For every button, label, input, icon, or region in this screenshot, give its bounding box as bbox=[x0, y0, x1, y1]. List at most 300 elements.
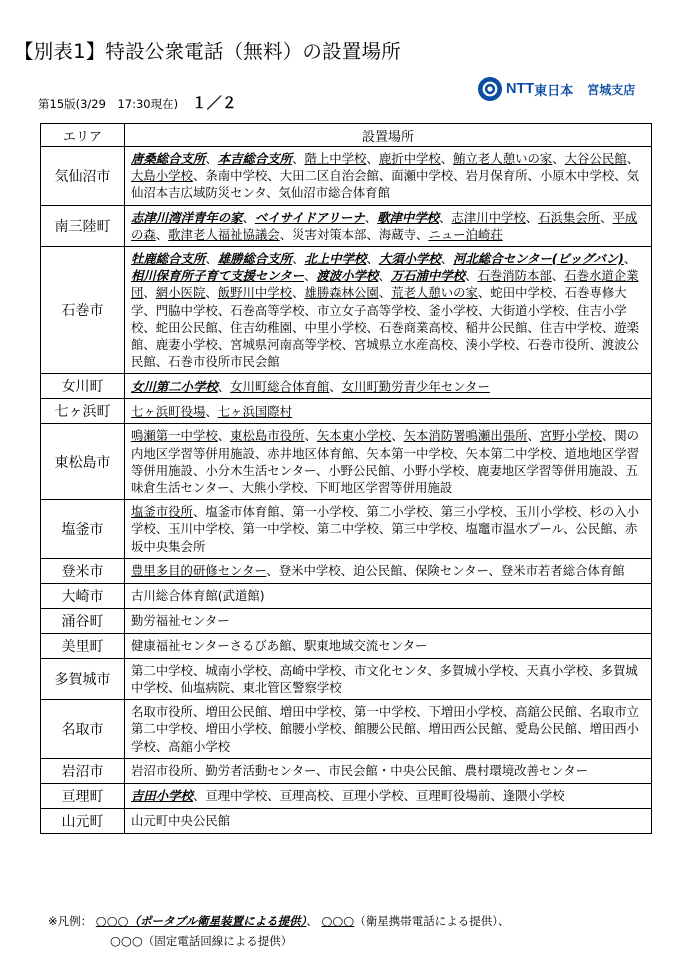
site-separator: 、 bbox=[453, 319, 466, 335]
places-cell bbox=[125, 608, 652, 633]
site-name: ベイサイドアリーナ bbox=[254, 209, 365, 225]
site-separator: 、 bbox=[527, 168, 540, 184]
site-separator: 、 bbox=[291, 638, 304, 654]
site-name: 大田二区自治会館 bbox=[279, 168, 379, 184]
table-body bbox=[41, 147, 652, 834]
logo-branch: 宮城支店 bbox=[587, 82, 636, 97]
site-name: 平成の森 bbox=[131, 209, 638, 242]
site-name: 本吉総合支所 bbox=[217, 151, 293, 166]
site-name: 宮城県立水産高校 bbox=[354, 337, 454, 353]
site-name: 大熊小学校 bbox=[241, 480, 304, 496]
page-title: 【別表1】特設公衆電話（無料）の設置場所 bbox=[14, 40, 401, 63]
site-separator: 、 bbox=[229, 480, 242, 496]
site-separator: 、 bbox=[192, 721, 206, 737]
site-name: 館腰公民館 bbox=[354, 721, 416, 737]
logo-brand: NTT bbox=[506, 81, 535, 97]
area-cell: 気仙沼市 bbox=[41, 147, 125, 206]
site-separator: 、 bbox=[266, 185, 279, 201]
table-row bbox=[41, 374, 652, 399]
site-separator: 、 bbox=[415, 302, 429, 318]
site-name: 階上中学校 bbox=[304, 151, 367, 166]
site-name: 遊楽館 bbox=[131, 319, 640, 353]
site-name: 小野小学校 bbox=[402, 462, 465, 478]
site-separator: 、 bbox=[340, 563, 354, 579]
site-name: 雄勝森林公園 bbox=[304, 285, 379, 301]
places-cell bbox=[125, 700, 652, 759]
places-cell bbox=[125, 658, 652, 699]
site-name: 塩竈市温水プール bbox=[465, 521, 564, 537]
site-separator: 、 bbox=[577, 721, 590, 737]
site-name: 住吉幼稚園 bbox=[230, 319, 293, 335]
site-name: 名取市役所 bbox=[131, 704, 193, 720]
site-separator: 、 bbox=[242, 209, 255, 225]
places-cell bbox=[125, 783, 652, 808]
site-name: 城南小学校 bbox=[205, 662, 268, 678]
site-name: 石巻市役所 bbox=[527, 337, 590, 353]
site-separator: 、 bbox=[402, 563, 415, 579]
site-name: 蛇田中学校 bbox=[490, 285, 553, 301]
site-name: 道地地区学習等併用施設 bbox=[131, 445, 640, 478]
site-separator: 、 bbox=[217, 428, 231, 444]
site-name: 登米中学校 bbox=[278, 563, 341, 579]
site-name: 気仙沼本吉広域防災センタ bbox=[131, 168, 640, 201]
ntt-logo bbox=[478, 75, 635, 103]
site-name: 稲井公民館 bbox=[465, 319, 528, 335]
site-name: 五味倉生活センター bbox=[131, 462, 639, 496]
site-name: 高舘小学校 bbox=[168, 738, 231, 754]
places-cell bbox=[125, 424, 652, 500]
area-cell: 名取市 bbox=[41, 700, 125, 759]
site-separator: 、 bbox=[341, 721, 355, 737]
site-name: 小分木生活センター bbox=[205, 462, 316, 478]
site-name: 鳴瀬第一中学校 bbox=[131, 428, 218, 444]
site-name: 関の内地区学習等併用施設 bbox=[131, 428, 640, 461]
site-separator: 、 bbox=[192, 704, 206, 720]
site-separator: 、 bbox=[477, 302, 491, 318]
site-name: 飯野川中学校 bbox=[217, 285, 293, 301]
legend-portable bbox=[96, 914, 307, 928]
site-separator: 、 bbox=[205, 285, 218, 301]
site-separator: 、 bbox=[563, 521, 576, 537]
places-cell bbox=[125, 633, 652, 658]
site-name: 湊小学校 bbox=[465, 337, 516, 353]
places-cell bbox=[125, 205, 652, 246]
site-name: 塩釜市体育館 bbox=[205, 504, 280, 520]
site-name: 雄勝総合支所 bbox=[217, 251, 293, 267]
site-separator: 、 bbox=[502, 704, 516, 720]
site-name: 迫公民館 bbox=[353, 563, 403, 579]
site-name: 農村環境改善センター bbox=[464, 763, 588, 779]
site-separator: 、 bbox=[453, 168, 466, 184]
legend-fixed-text: （固定電話回線による提供） bbox=[142, 934, 293, 948]
site-name: 吉田小学校 bbox=[131, 788, 193, 804]
site-name: 中里小学校 bbox=[304, 319, 367, 335]
site-name: 石浜集会所 bbox=[538, 209, 601, 225]
version-info bbox=[38, 92, 237, 113]
table-row bbox=[41, 658, 652, 699]
site-separator: 、 bbox=[552, 445, 565, 461]
site-separator: 、 bbox=[292, 319, 305, 335]
site-separator: 、 bbox=[440, 151, 454, 166]
site-name: 第二小学校 bbox=[366, 504, 429, 520]
site-separator: 、 bbox=[267, 721, 280, 737]
legend-mark: ○○○ bbox=[95, 913, 129, 928]
site-separator: 、 bbox=[341, 337, 355, 353]
site-name: 第二中学校 bbox=[131, 662, 193, 678]
site-name: 下町地区学習等併用施設 bbox=[315, 480, 453, 496]
site-name: 天真小学校 bbox=[526, 662, 589, 678]
site-separator: 、 bbox=[155, 354, 169, 370]
site-name: 多賀城中学校 bbox=[131, 662, 638, 696]
site-separator: 、 bbox=[364, 209, 378, 225]
site-name: 志津川中学校 bbox=[451, 209, 526, 225]
site-separator: 、 bbox=[143, 285, 156, 301]
site-separator: 、 bbox=[490, 788, 503, 804]
site-separator: 、 bbox=[267, 662, 280, 678]
site-name: 亘理町役場前 bbox=[415, 788, 491, 804]
site-name: 矢本東小学校 bbox=[316, 428, 392, 444]
site-name: 勤労福祉センター bbox=[131, 613, 230, 629]
version-label: 第15版(3/29 17:30現在) bbox=[38, 97, 179, 111]
site-separator: 、 bbox=[304, 302, 317, 318]
site-name: 女川町総合体育館 bbox=[230, 378, 330, 394]
site-name: 玉川小学校 bbox=[515, 504, 578, 520]
site-separator: 、 bbox=[230, 680, 243, 696]
site-separator: 、 bbox=[589, 337, 602, 353]
site-separator: 、 bbox=[378, 521, 392, 537]
site-separator: 、 bbox=[613, 462, 626, 478]
legend-row bbox=[48, 931, 509, 951]
table-row bbox=[41, 424, 652, 500]
site-name: 第一小学校 bbox=[292, 504, 355, 520]
site-separator: 、 bbox=[292, 151, 305, 166]
site-name: 牡鹿総合支所 bbox=[131, 251, 206, 267]
site-separator: 、 bbox=[304, 521, 317, 537]
site-separator: 、 bbox=[588, 662, 601, 678]
site-name: 宮城県河南高等学校 bbox=[230, 337, 342, 353]
site-name: 勤労者活動センター bbox=[205, 763, 316, 779]
area-cell: 涌谷町 bbox=[41, 608, 125, 633]
site-separator: 、 bbox=[329, 788, 342, 804]
site-separator: 、 bbox=[564, 302, 578, 318]
site-separator: 、 bbox=[453, 521, 466, 537]
site-name: 歌津中学校 bbox=[377, 209, 440, 225]
site-separator: 、 bbox=[488, 563, 501, 579]
site-name: 増田小学校 bbox=[205, 721, 268, 737]
site-name: 登米市若者総合体育館 bbox=[500, 563, 625, 579]
places-cell bbox=[125, 500, 652, 559]
header-area: エリア bbox=[41, 124, 125, 147]
area-cell: 南三陸町 bbox=[41, 205, 125, 246]
site-name: 大街道小学校 bbox=[490, 302, 565, 318]
table-row bbox=[41, 633, 652, 658]
header-places: 設置場所 bbox=[125, 124, 652, 147]
site-name: 矢本第二中学校 bbox=[465, 445, 553, 461]
site-separator: 、 bbox=[477, 285, 491, 301]
table-row bbox=[41, 808, 652, 833]
site-name: 七ヶ浜町役場 bbox=[131, 403, 206, 419]
site-name: 第一中学校 bbox=[354, 704, 416, 720]
site-name: 女川町勤労青少年センター bbox=[341, 378, 490, 394]
site-separator: 、 bbox=[465, 268, 478, 284]
site-separator: 、 bbox=[143, 319, 156, 335]
site-separator: 、 bbox=[205, 151, 218, 166]
site-name: 七ヶ浜国際村 bbox=[217, 403, 293, 419]
site-separator: 、 bbox=[552, 151, 565, 166]
site-separator: 、 bbox=[513, 662, 527, 678]
site-name: 石巻市役所市民会館 bbox=[168, 354, 280, 370]
site-separator: 、 bbox=[378, 168, 392, 184]
site-name: 保険センター bbox=[415, 563, 489, 579]
site-separator: 、 bbox=[427, 662, 440, 678]
site-separator: 、 bbox=[304, 428, 317, 444]
site-separator: 、 bbox=[143, 337, 156, 353]
area-cell: 多賀城市 bbox=[41, 658, 125, 699]
site-separator: 、 bbox=[329, 378, 342, 394]
site-separator: 、 bbox=[143, 302, 156, 318]
site-name: 第三中学校 bbox=[391, 521, 454, 537]
site-separator: 、 bbox=[600, 209, 613, 225]
legend-fixed-mark: ○○○ bbox=[110, 933, 143, 948]
site-name: ニュー泊崎荘 bbox=[428, 226, 503, 242]
site-name: 岩月保育所 bbox=[465, 168, 528, 184]
site-separator: 、 bbox=[515, 337, 528, 353]
site-name: 愛島公民館 bbox=[515, 721, 578, 737]
site-name: 石巻高等学校 bbox=[230, 302, 305, 318]
site-separator: 、 bbox=[354, 445, 367, 461]
site-separator: 、 bbox=[378, 268, 391, 284]
site-name: 大須小学校 bbox=[378, 251, 441, 267]
site-separator: 、 bbox=[464, 462, 477, 478]
table-row bbox=[41, 247, 652, 374]
site-name: 名取市立第二中学校 bbox=[131, 704, 640, 737]
site-name: 健康福祉センターさるびあ館 bbox=[131, 638, 292, 654]
site-name: 山元町中央公民館 bbox=[131, 813, 231, 829]
site-name: 災害対策本部 bbox=[292, 226, 367, 242]
site-name: 鹿妻小学校 bbox=[155, 337, 218, 353]
site-name: 逢隈小学校 bbox=[502, 788, 565, 804]
area-cell: 石巻市 bbox=[41, 247, 125, 374]
area-cell: 七ヶ浜町 bbox=[41, 399, 125, 424]
site-separator: 、 bbox=[217, 319, 231, 335]
site-separator: 、 bbox=[366, 226, 379, 242]
site-name: 多賀城小学校 bbox=[439, 662, 514, 678]
site-separator: 、 bbox=[205, 251, 218, 267]
site-separator: 、 bbox=[217, 337, 231, 353]
site-separator: 、 bbox=[292, 251, 305, 267]
site-name: 女川第二小学校 bbox=[131, 378, 218, 394]
places-cell bbox=[125, 247, 652, 374]
site-separator: 、 bbox=[279, 504, 293, 520]
site-name: 豊里多目的研修センター bbox=[131, 563, 267, 579]
places-cell bbox=[125, 583, 652, 608]
legend-row: ※凡例： ○○○（ポータブル衛星装置による提供）、 ○○○（衛星携帯電話による提供）、 bbox=[48, 913, 510, 928]
site-separator: 、 bbox=[415, 721, 429, 737]
site-name: 万石浦中学校 bbox=[390, 268, 466, 284]
site-separator: 、 bbox=[428, 504, 441, 520]
site-separator: 、 bbox=[366, 319, 379, 335]
site-name: 住吉中学校 bbox=[539, 319, 602, 335]
site-separator: 、 bbox=[527, 428, 540, 444]
installation-table bbox=[40, 123, 652, 834]
site-separator: 、 bbox=[626, 151, 640, 166]
site-separator: 、 bbox=[303, 268, 317, 284]
site-separator: 、 bbox=[378, 285, 392, 301]
site-name: 歌津老人福祉協議会 bbox=[168, 226, 280, 242]
site-name: 亘理小学校 bbox=[341, 788, 404, 804]
site-name: 増田西小学校 bbox=[131, 721, 640, 754]
site-name: 渡波公民館 bbox=[131, 337, 640, 370]
site-name: 鹿折中学校 bbox=[378, 151, 441, 166]
site-name: 高舘公民館 bbox=[515, 704, 578, 720]
page-number: １／２ bbox=[191, 94, 237, 112]
site-separator: 、 bbox=[366, 151, 379, 166]
site-separator: 、 bbox=[217, 302, 231, 318]
site-separator: 、 bbox=[192, 504, 206, 520]
site-name: 増田公民館 bbox=[205, 704, 268, 720]
site-name: 宮野小学校 bbox=[539, 428, 602, 444]
table-row bbox=[41, 399, 652, 424]
site-separator: 、 bbox=[279, 226, 293, 242]
site-name: 気仙沼市総合体育館 bbox=[278, 185, 390, 201]
site-name: 河北総合センター(ビッグバン) bbox=[453, 251, 624, 267]
site-separator: 、 bbox=[155, 226, 169, 242]
places-cell bbox=[125, 399, 652, 424]
site-name: 矢本消防署鳴瀬出張所 bbox=[403, 428, 528, 444]
site-name: 小原木中学校 bbox=[539, 168, 615, 184]
area-cell: 塩釜市 bbox=[41, 500, 125, 559]
site-name: 市立女子高等学校 bbox=[316, 302, 416, 318]
site-separator: 、 bbox=[267, 168, 280, 184]
places-cell bbox=[125, 374, 652, 399]
site-separator: 、 bbox=[552, 285, 565, 301]
site-separator: 、 bbox=[192, 763, 206, 779]
site-separator: 、 bbox=[155, 521, 169, 537]
area-cell: 女川町 bbox=[41, 374, 125, 399]
site-separator: 、 bbox=[527, 319, 540, 335]
site-name: 下増田小学校 bbox=[428, 704, 503, 720]
site-separator: 、 bbox=[354, 504, 367, 520]
site-separator: 、 bbox=[601, 319, 615, 335]
site-separator: 、 bbox=[577, 704, 590, 720]
site-separator: 、 bbox=[267, 788, 280, 804]
site-name: 海蔵寺 bbox=[378, 226, 416, 242]
site-separator: 、 bbox=[366, 251, 379, 267]
site-name: 渡波小学校 bbox=[316, 268, 379, 284]
legend-portable-text: （ポータブル衛星装置による提供） bbox=[128, 914, 307, 928]
site-name: 大谷公民館 bbox=[564, 151, 627, 166]
site-name: 大島小学校 bbox=[131, 168, 193, 184]
table-row bbox=[41, 583, 652, 608]
table-row bbox=[41, 758, 652, 783]
site-name: 網小医院 bbox=[155, 285, 206, 301]
site-name: 相川保育所子育て支援センター bbox=[131, 268, 304, 284]
site-name: 仙塩病院 bbox=[180, 680, 231, 696]
site-name: 釜小学校 bbox=[428, 302, 478, 318]
site-name: 岩沼市役所 bbox=[131, 763, 193, 779]
places-cell bbox=[125, 808, 652, 833]
site-separator: 、 bbox=[168, 680, 181, 696]
site-separator: 、 bbox=[217, 378, 231, 394]
legend-prefix: ※凡例： bbox=[48, 914, 93, 928]
area-cell: 山元町 bbox=[41, 808, 125, 833]
site-separator: 、 bbox=[341, 662, 355, 678]
site-name: 駅東地域交流センター bbox=[303, 638, 428, 654]
table-header-row bbox=[41, 124, 652, 147]
table-row bbox=[41, 147, 652, 206]
site-separator: 、 bbox=[453, 337, 466, 353]
site-name: 増田中学校 bbox=[279, 704, 342, 720]
site-separator: 、 bbox=[205, 403, 218, 419]
site-name: 高崎中学校 bbox=[279, 662, 342, 678]
site-separator: 、 bbox=[192, 788, 206, 804]
site-name: 荒老人憩いの家 bbox=[391, 285, 478, 301]
site-name: 赤坂中央集会所 bbox=[131, 521, 638, 554]
places-cell bbox=[125, 558, 652, 583]
site-separator: 、 bbox=[391, 428, 404, 444]
site-separator: 、 bbox=[525, 209, 539, 225]
site-separator: 、 bbox=[254, 445, 268, 461]
site-separator: 、 bbox=[315, 763, 329, 779]
site-name: 古川総合体育館(武道館) bbox=[131, 588, 265, 604]
site-name: 門脇中学校 bbox=[155, 302, 218, 318]
places-cell bbox=[125, 758, 652, 783]
legend-sep: 、 bbox=[306, 914, 318, 928]
site-separator: 、 bbox=[502, 504, 516, 520]
site-name: 矢本第一中学校 bbox=[366, 445, 454, 461]
site-name: 第三小学校 bbox=[440, 504, 503, 520]
site-separator: 、 bbox=[341, 704, 355, 720]
site-name: 第一中学校 bbox=[242, 521, 305, 537]
site-name: 館腰小学校 bbox=[279, 721, 342, 737]
area-cell: 登米市 bbox=[41, 558, 125, 583]
logo-region: 東日本 bbox=[534, 83, 574, 99]
area-cell: 東松島市 bbox=[41, 424, 125, 500]
ntt-logo-icon bbox=[478, 77, 502, 101]
site-separator: 、 bbox=[155, 738, 169, 754]
site-name: 玉川中学校 bbox=[168, 521, 231, 537]
site-name: 市文化センタ bbox=[354, 662, 428, 678]
site-name: 住吉小学校 bbox=[131, 302, 627, 335]
site-separator: 、 bbox=[230, 521, 243, 537]
table-row bbox=[41, 558, 652, 583]
site-separator: 、 bbox=[439, 209, 452, 225]
site-separator: 、 bbox=[440, 251, 454, 267]
site-name: 北上中学校 bbox=[304, 251, 367, 267]
site-name: 鹿妻地区学習等併用施設 bbox=[476, 462, 614, 478]
site-separator: 、 bbox=[292, 285, 305, 301]
site-name: 公民館 bbox=[575, 521, 613, 537]
area-cell: 岩沼市 bbox=[41, 758, 125, 783]
site-name: 石巻商業高校 bbox=[378, 319, 454, 335]
places-cell bbox=[125, 147, 652, 206]
table-row bbox=[41, 500, 652, 559]
site-name: 亘理中学校 bbox=[205, 788, 268, 804]
table-row bbox=[41, 783, 652, 808]
site-name: 杉の入小学校 bbox=[131, 504, 640, 537]
site-separator: 、 bbox=[577, 504, 590, 520]
site-separator: 、 bbox=[192, 662, 206, 678]
site-separator: 、 bbox=[192, 168, 206, 184]
site-separator: 、 bbox=[452, 763, 465, 779]
table-row bbox=[41, 205, 652, 246]
site-name: 赤井地区体育館 bbox=[267, 445, 355, 461]
table-row bbox=[41, 608, 652, 633]
area-cell: 美里町 bbox=[41, 633, 125, 658]
site-name: 小野公民館 bbox=[328, 462, 391, 478]
site-separator: 、 bbox=[303, 480, 316, 496]
site-separator: 、 bbox=[192, 462, 206, 478]
